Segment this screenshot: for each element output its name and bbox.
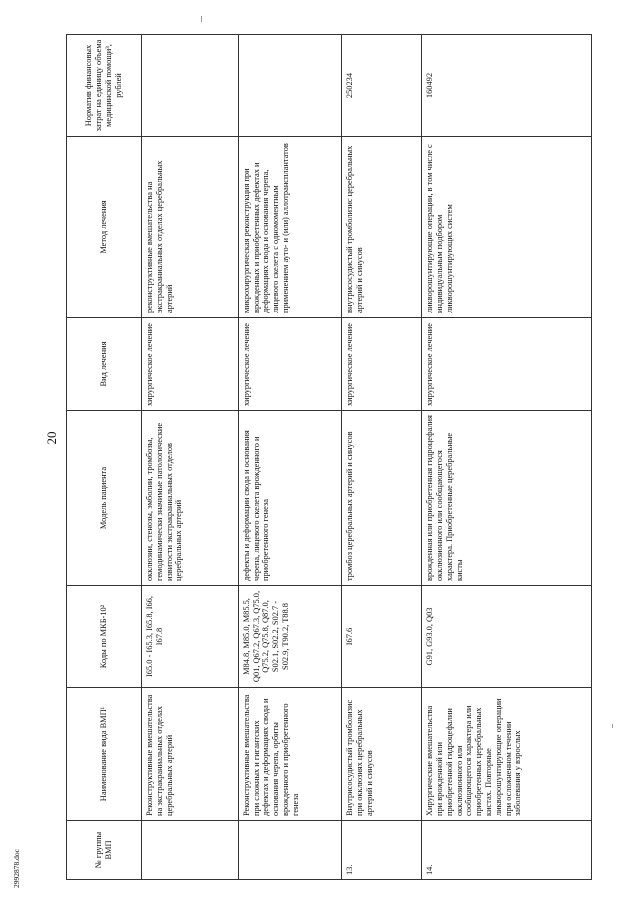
cell-treatment-kind: хирургическое лечение	[238, 318, 341, 411]
cell-cost-norm	[142, 35, 239, 137]
header-icd-codes: Коды по МКБ-10²	[67, 586, 142, 688]
scan-mark	[612, 724, 613, 728]
cell-treatment-kind: хирургическое лечение	[142, 318, 239, 411]
header-patient-model: Модель пациента	[67, 411, 142, 586]
table-row	[238, 35, 341, 880]
cell-vmp-name: Реконструктивные вмешательства на экстракраниальных отделах церебральных артерий	[142, 688, 239, 821]
cell-icd-codes: I65.0 - I65.3, I65.8, I66, I67.8	[142, 586, 239, 688]
cell-patient-model: врожденная или приобретенная гидроцефалия окклюзионного или сообщающегося характера. Приобретенные церебральные кисты	[422, 411, 592, 586]
cell-treatment-kind: хирургическое лечение	[342, 318, 422, 411]
table-header-row	[67, 35, 142, 880]
cell-patient-model: дефекты и деформации свода и основания черепа, лицевого скелета врожденного и приобретенного генеза	[238, 411, 341, 586]
cell-vmp-name: Реконструктивные вмешательства при сложных и гигантских дефектах и деформациях свода и основания черепа, орбиты врожденного и приобретенного генеза	[238, 688, 341, 821]
scan-mark	[201, 16, 202, 22]
table-row	[142, 35, 239, 880]
cell-vmp-name: Внутрисосудистый тромболизис при окклюзиях церебральных артерий и синусов	[342, 688, 422, 821]
cell-vmp-name: Хирургические вмешательства при врожденной или приобретенной гидроцефалии окклюзионного или сообщающегося характера или приобретенных церебральных кистах. Повторные ликворошунтирующие операции при осложненном течении заболевания у взрослых	[422, 688, 592, 821]
cell-treatment-kind: хирургическое лечение	[422, 318, 592, 411]
cell-treatment-method: внутрисосудистый тромболизис церебральных артерий и синусов	[342, 137, 422, 318]
cell-cost-norm	[238, 35, 341, 137]
cell-patient-model: окклюзии, стенозы, эмболии, тромбозы, гемодинамически значимые патологические извитости экстракраниальных отделов церебральных артерий	[142, 411, 239, 586]
cell-group-number	[142, 821, 239, 880]
vmp-table	[66, 34, 592, 880]
file-name: 2992878.doc	[12, 849, 21, 888]
cell-icd-codes: I67.6	[342, 586, 422, 688]
cell-cost-norm: 160492	[422, 35, 592, 137]
header-cost-norm: Норматив финансовых затрат на единицу объема медицинской помощи³, рублей	[67, 35, 142, 137]
cell-icd-codes: M84.8, M85.0, M85.5, Q01, Q67.2, Q67.3, Q75.0, Q75.2, Q75.8, Q87.0, S02.1, S02.2, S02.7 - S02.9, T90.2, T88.8	[238, 586, 341, 688]
rotated-table-container	[66, 38, 592, 880]
header-treatment-kind: Вид лечения	[67, 318, 142, 411]
page-number: 20	[44, 431, 59, 445]
cell-group-number	[238, 821, 341, 880]
header-treatment-method: Метод лечения	[67, 137, 142, 318]
header-vmp-name: Наименование вида ВМП¹	[67, 688, 142, 821]
cell-icd-codes: G91, G93.0, Q03	[422, 586, 592, 688]
cell-group-number: 13.	[342, 821, 422, 880]
cell-treatment-method: реконструктивные вмешательства на экстракраниальных отделах церебральных артерий	[142, 137, 239, 318]
cell-cost-norm: 250234	[342, 35, 422, 137]
cell-patient-model: тромбоз церебральных артерий и синусов	[342, 411, 422, 586]
cell-treatment-method: микрохирургическая реконструкция при врожденных и приобретенных дефектах и деформациях свода и основания черепа, лицевого скелета с одномоментным применением ауто- и (или) аллотрансплантатов	[238, 137, 341, 318]
cell-treatment-method: ликворошунтирующие операции, в том числе с индивидуальным подбором ликворошунтирующих систем	[422, 137, 592, 318]
table-row	[422, 35, 592, 880]
header-group-number: № группы ВМП	[67, 821, 142, 880]
table-row	[342, 35, 422, 880]
cell-group-number: 14.	[422, 821, 592, 880]
